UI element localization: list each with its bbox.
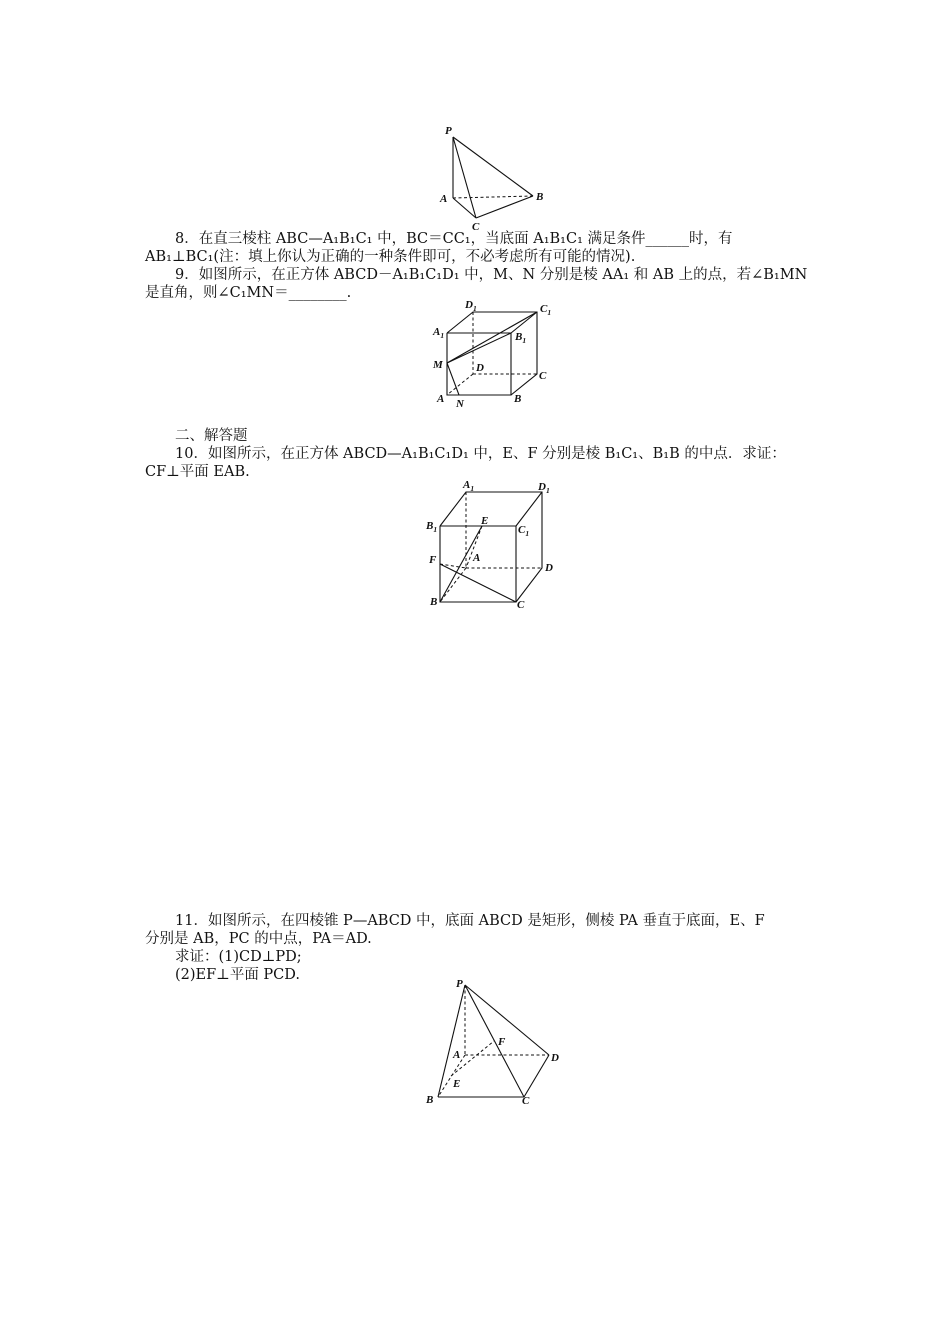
label-F: F xyxy=(429,554,437,566)
label-N: N xyxy=(456,398,464,410)
label-A: A xyxy=(473,552,481,564)
label-B1: $B_1$ xyxy=(426,520,438,534)
cube-figure-q10 xyxy=(420,476,570,616)
label-E: E xyxy=(453,1078,461,1090)
label-D: D xyxy=(545,562,553,574)
q11-line3: 求证：(1)CD⊥PD; xyxy=(175,949,302,965)
label-M: M xyxy=(433,359,443,371)
label-B: B xyxy=(430,596,438,608)
section-heading: 二、解答题 xyxy=(175,428,248,444)
label-D1: $D_1$ xyxy=(538,481,550,495)
q10-line1: 10．如图所示，在正方体 ABCD—A₁B₁C₁D₁ 中，E、F 分别是棱 B₁C₁、B₁B 的中点．求证： xyxy=(175,446,786,462)
label-C: C xyxy=(472,221,480,233)
label-C: C xyxy=(517,599,525,611)
pyramid-figure-q11 xyxy=(420,975,575,1110)
label-D1: $D_1$ xyxy=(465,299,477,313)
label-C: C xyxy=(522,1095,530,1107)
q8-line2: AB₁⊥BC₁(注：填上你认为正确的一种条件即可，不必考虑所有可能的情况). xyxy=(145,249,636,265)
label-A: A xyxy=(440,193,448,205)
tetrahedron-figure xyxy=(435,120,555,235)
label-B1: $B_1$ xyxy=(515,331,527,345)
label-B: B xyxy=(536,191,544,203)
q11-line1: 11．如图所示，在四棱锥 P—ABCD 中，底面 ABCD 是矩形，侧棱 PA 垂直于底面，E、F xyxy=(175,913,765,929)
label-A: A xyxy=(453,1049,461,1061)
label-C1: $C_1$ xyxy=(518,524,530,538)
label-A: A xyxy=(437,393,445,405)
label-E: E xyxy=(481,515,489,527)
label-C: C xyxy=(539,370,547,382)
label-F: F xyxy=(498,1036,506,1048)
label-D: D xyxy=(551,1052,559,1064)
label-B: B xyxy=(514,393,522,405)
label-B: B xyxy=(426,1094,434,1106)
label-A1: $A_1$ xyxy=(433,326,445,340)
q10-line2: CF⊥平面 EAB. xyxy=(145,464,250,480)
label-P: P xyxy=(445,125,452,137)
q11-line2: 分别是 AB，PC 的中点，PA＝AD. xyxy=(145,931,372,947)
q9-line1: 9．如图所示，在正方体 ABCD－A₁B₁C₁D₁ 中，M、N 分别是棱 AA₁ 和 AB 上的点，若∠B₁MN xyxy=(175,267,808,283)
label-P: P xyxy=(456,978,463,990)
q9-line2: 是直角，则∠C₁MN＝________. xyxy=(145,285,352,301)
label-C1: $C_1$ xyxy=(540,303,552,317)
q8-line1: 8．在直三棱柱 ABC—A₁B₁C₁ 中，BC＝CC₁，当底面 A₁B₁C₁ 满足条件______时，有 xyxy=(175,231,733,247)
label-A1: $A_1$ xyxy=(463,479,475,493)
q11-line4: (2)EF⊥平面 PCD. xyxy=(175,967,300,983)
cube-figure-q9 xyxy=(425,298,560,413)
label-D: D xyxy=(476,362,484,374)
